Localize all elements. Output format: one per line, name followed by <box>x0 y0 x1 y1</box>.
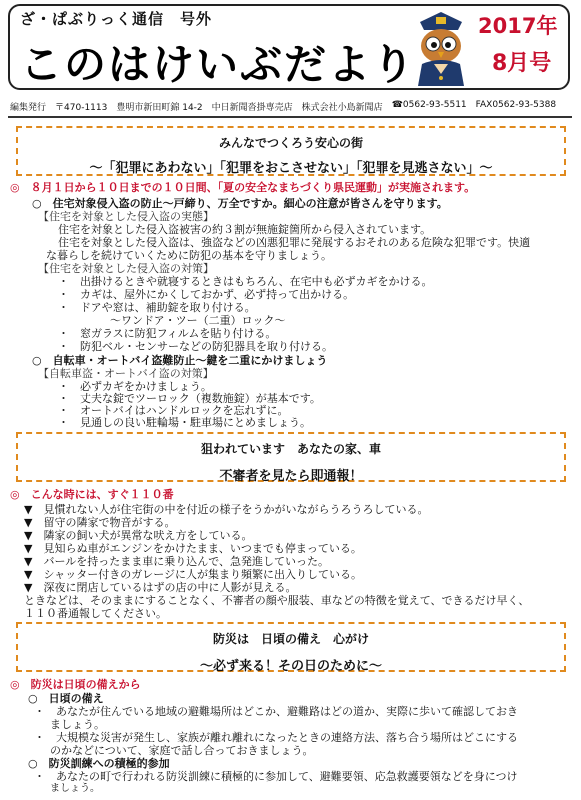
warning-title: 狙われています あなたの家、車 <box>200 442 381 456</box>
colophon <box>10 100 572 113</box>
colophon-fax: FAX0562-93-5388 <box>475 100 557 110</box>
disaster-headline: ◎ 防災は日頃の備えから <box>10 678 141 691</box>
disaster-title: 防災は 日頃の備え 心がけ <box>212 632 369 646</box>
list-item: ・ あなたの町で行われる防災訓練に積極的に参加して、避難要領、応急救護要領などを身につけ <box>34 770 518 783</box>
list-item: ▼ 隣家の飼い犬が異常な吠え方をしている。 <box>24 529 253 542</box>
list-item: ▼ 深夜に閉店しているはずの店の中に人影が見える。 <box>24 581 297 594</box>
warning-subtitle: 不審者を見たら即通報！ <box>219 469 363 484</box>
category-label: 【住宅を対象とした侵入盗の実態】 <box>38 210 214 223</box>
colophon-label: 編集発行 <box>10 103 47 113</box>
slogan-title: みんなでつくろう安心の街 <box>218 136 363 150</box>
slogan-subtitle: ～「犯罪にあわない」「犯罪をおこさせない」「犯罪を見逃さない」～ <box>89 161 493 176</box>
warning-box <box>16 432 566 482</box>
slogan-box <box>16 126 566 176</box>
police-owl-mascot-icon <box>410 8 472 86</box>
list-item: ・ カギは、屋外にかくしておかず、必ず持って出かける。 <box>58 288 355 301</box>
category-label: 【自転車盗・オートバイ盗の対策】 <box>38 367 214 380</box>
list-item-continued: のかなどについて、家庭で話し合っておきましょう。 <box>50 744 314 757</box>
section-heading: ○ 自転車・オートバイ盗難防止～鍵を二重にかけましょう <box>32 354 328 367</box>
list-item-note: ～ワンドア・ツー（二重）ロック～ <box>110 314 286 327</box>
list-item: ・ あなたが住んでいる地域の避難場所はどこか、避難路はどの道か、実際に歩いて確認しておき <box>34 705 518 718</box>
newsletter-series: ざ・ぱぶりっく通信 号外 <box>20 10 213 28</box>
disaster-subtitle: ～必ず来る！その日のために～ <box>199 659 382 674</box>
list-item: ▼ 留守の隣家で物音がする。 <box>24 516 176 529</box>
issue-month: 8月号 <box>492 51 552 76</box>
list-item: ▼ 見知らぬ車がエンジンをかけたまま、いつまでも停まっている。 <box>24 542 362 555</box>
body-text: 住宅を対象とした侵入盗被害の約３割が無施錠箇所から侵入されています。 <box>58 223 432 236</box>
disaster-box <box>16 622 566 672</box>
campaign-headline: ◎ ８月１日から１０日までの１０日間、「夏の安全なまちづくり県民運動」が実施されます。 <box>10 181 476 194</box>
section-heading: ○ 住宅対象侵入盗の防止～戸締り、万全ですか。細心の注意が皆さんを守ります。 <box>32 197 448 210</box>
list-item: ・ ドアや窓は、補助錠を取り付ける。 <box>58 301 256 314</box>
header-divider <box>8 116 572 118</box>
section-heading: ○ 防災訓練への積極的参加 <box>28 757 170 770</box>
list-item: ・ 窓ガラスに防犯フィルムを貼り付ける。 <box>58 327 277 340</box>
colophon-postal: 〒470-1113 <box>55 103 108 113</box>
list-item-continued: ましょう。 <box>50 783 100 794</box>
newsletter-title: このはけいぶだより <box>20 40 417 89</box>
list-item: ・ 出掛けるときや就寝するときはもちろん、在宅中も必ずカギをかける。 <box>58 275 433 288</box>
body-text: な暮らしを続けていくために防犯の基本を守りましょう。 <box>46 249 332 262</box>
call-110-headline: ◎ こんな時には、すぐ１１０番 <box>10 488 174 501</box>
list-item: ・ 大規模な災害が発生し、家族が離れ離れになったときの連絡方法、落ち合う場所はどこにする <box>34 731 518 744</box>
list-item: ・ 必ずカギをかけましょう。 <box>58 380 212 393</box>
body-text: １１０番通報してください。 <box>24 607 167 620</box>
issue-year: 2017年 <box>478 14 558 38</box>
list-item: ・ 防犯ベル・センサーなどの防犯器具を取り付ける。 <box>58 340 333 353</box>
list-item: ▼ 見慣れない人が住宅街の中を付近の様子をうかがいながらうろうろしている。 <box>24 503 429 516</box>
colophon-company: 株式会社小島新聞店 <box>301 103 383 113</box>
section-heading: ○ 日頃の備え <box>28 692 104 705</box>
list-item: ▼ シャッター付きのガレージに人が集まり頻繁に出入りしている。 <box>24 568 363 581</box>
list-item: ・ 見通しの良い駐輪場・駐車場にとめましょう。 <box>58 416 311 429</box>
list-item: ・ オートバイはハンドルロックを忘れずに。 <box>58 404 289 417</box>
list-item: ・ 丈夫な錠でツーロック（複数施錠）が基本です。 <box>58 392 321 405</box>
list-item: ▼ バールを持ったまま車に乗り込んで、急発進していった。 <box>24 555 330 568</box>
body-text: 住宅を対象とした侵入盗は、強盗などの凶悪犯罪に発展するおそれのある危険な犯罪です。快適 <box>58 236 531 249</box>
body-text: ときなどは、そのままにすることなく、不審者の顔や服装、車などの特徴を覚えて、できるだけ早く、 <box>24 594 530 607</box>
category-label: 【住宅を対象とした侵入盗の対策】 <box>38 262 214 275</box>
colophon-phone: ☎0562-93-5511 <box>391 100 467 110</box>
colophon-address: 豊明市新田町錦 14-2 <box>116 103 203 113</box>
colophon-store: 中日新聞沓掛専売店 <box>211 103 293 113</box>
list-item-continued: ましょう。 <box>50 718 105 731</box>
